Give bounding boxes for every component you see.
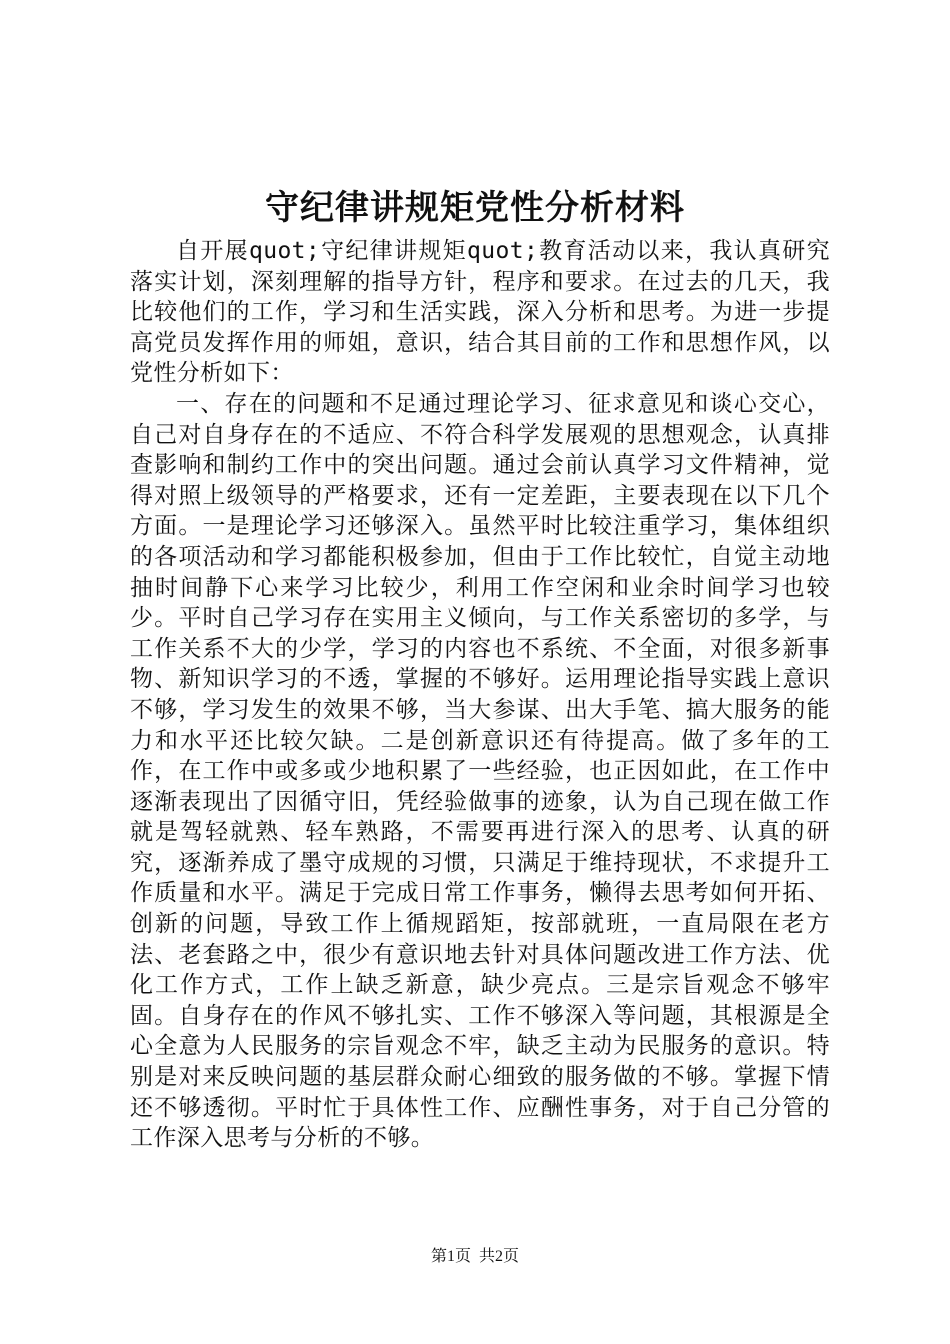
page-total: 共2页 bbox=[479, 1248, 520, 1265]
page-number: 第1页 bbox=[430, 1248, 471, 1265]
page-footer bbox=[0, 1246, 950, 1268]
paragraph-intro: 自开展quot;守纪律讲规矩quot;教育活动以来，我认真研究落实计划，深刻理解的指导方针，程序和要求。在过去的几天，我比较他们的工作，学习和生活实践，深入分析和思考。为进一步提高党员发挥作用的师姐，意识，结合其目前的工作和思想作风，以党性分析如下： bbox=[130, 238, 830, 387]
footer-separator bbox=[471, 1248, 479, 1265]
paragraph-problems: 一、存在的问题和不足通过理论学习、征求意见和谈心交心，自己对自身存在的不适应、不符合科学发展观的思想观念，认真排查影响和制约工作中的突出问题。通过会前认真学习文件精神，觉得对照上级领导的严格要求，还有一定差距，主要表现在以下几个方面。一是理论学习还够深入。虽然平时比较注重学习，集体组织的各项活动和学习都能积极参加，但由于工作比较忙，自觉主动地抽时间静下心来学习比较少，利用工作空闲和业余时间学习也较少。平时自己学习存在实用主义倾向，与工作关系密切的多学，与工作关系不大的少学，学习的内容也不系统、不全面，对很多新事物、新知识学习的不透，掌握的不够好。运用理论指导实践上意识不够，学习发生的效果不够，当大参谋、出大手笔、搞大服务的能力和水平还比较欠缺。二是创新意识还有待提高。做了多年的工作，在工作中或多或少地积累了一些经验，也正因如此，在工作中逐渐表现出了因循守旧，凭经验做事的迹象，认为自己现在做工作就是驾轻就熟、轻车熟路，不需要再进行深入的思考、认真的研究，逐渐养成了墨守成规的习惯，只满足于维持现状，不求提升工作质量和水平。满足于完成日常工作事务，懒得去思考如何开拓、创新的问题，导致工作上循规蹈矩，按部就班，一直局限在老方法、老套路之中，很少有意识地去针对具体问题改进工作方法、优化工作方式，工作上缺乏新意，缺少亮点。三是宗旨观念不够牢固。自身存在的作风不够扎实、工作不够深入等问题，其根源是全心全意为人民服务的宗旨观念不牢，缺乏主动为民服务的意识。特别是对来反映问题的基层群众耐心细致的服务做的不够。掌握下情还不够透彻。平时忙于具体性工作、应酬性事务，对于自己分管的工作深入思考与分析的不够。 bbox=[130, 390, 830, 1152]
document-body bbox=[130, 236, 830, 1154]
document-title: 守纪律讲规矩党性分析材料 bbox=[265, 188, 685, 228]
